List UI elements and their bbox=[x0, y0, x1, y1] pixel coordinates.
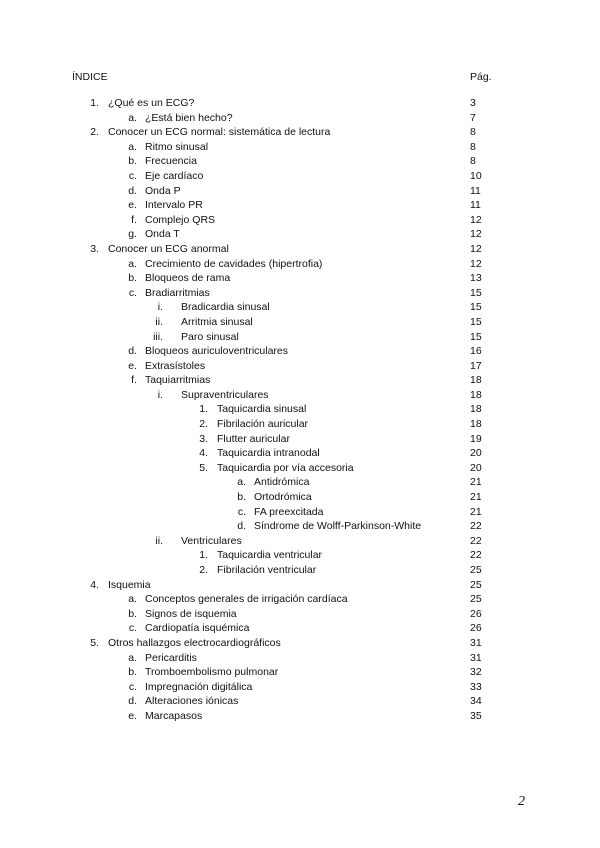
toc-entry-marker: g. bbox=[128, 228, 137, 241]
toc-entry-marker: a. bbox=[237, 476, 246, 489]
toc-entry-page: 18 bbox=[470, 388, 482, 401]
toc-entry-title: Taquicardia ventricular bbox=[217, 549, 323, 562]
toc-entry-title: Paro sinusal bbox=[181, 330, 239, 343]
toc-entry-title: Flutter auricular bbox=[217, 432, 290, 445]
toc-entry-marker: c. bbox=[237, 505, 246, 518]
toc-entry bbox=[0, 388, 600, 403]
toc-entry-marker: d. bbox=[128, 345, 137, 358]
toc-entry-marker: a. bbox=[128, 593, 137, 606]
toc-entry bbox=[0, 359, 600, 374]
page-column-label: Pág. bbox=[470, 71, 492, 83]
toc-entry bbox=[0, 300, 600, 315]
toc-entry-page: 26 bbox=[470, 622, 482, 635]
toc-entry-title: Fibrilación ventricular bbox=[217, 564, 317, 576]
toc-entry-marker: b. bbox=[128, 155, 137, 168]
toc-entry-page: 26 bbox=[470, 607, 482, 620]
toc-entry-title: Supraventriculares bbox=[181, 388, 269, 401]
toc-entry bbox=[0, 505, 600, 520]
toc-entry-title: Onda T bbox=[145, 228, 180, 241]
toc-entry-title: Eje cardíaco bbox=[145, 169, 204, 182]
toc-entry-marker: b. bbox=[128, 666, 137, 679]
toc-entry-marker: d. bbox=[237, 520, 246, 533]
toc-entry-marker: i. bbox=[157, 388, 163, 401]
toc-entry bbox=[0, 665, 600, 680]
toc-entry-title: ¿Qué es un ECG? bbox=[108, 97, 195, 109]
toc-entry-page: 12 bbox=[470, 228, 482, 241]
toc-entry-page: 20 bbox=[470, 461, 482, 474]
toc-entry-page: 22 bbox=[470, 520, 482, 533]
toc-entry-page: 33 bbox=[470, 680, 482, 693]
toc-entry-page: 25 bbox=[470, 593, 482, 606]
toc-entry-title: Taquicardia sinusal bbox=[217, 403, 307, 416]
toc-entry-page: 18 bbox=[470, 374, 482, 387]
toc-entry-marker: 1. bbox=[199, 403, 208, 416]
toc-entry bbox=[0, 490, 600, 505]
toc-entry-marker: iii. bbox=[153, 330, 163, 343]
toc-entry bbox=[0, 592, 600, 607]
table-of-contents bbox=[0, 96, 600, 724]
toc-entry-title: Ortodrómica bbox=[254, 491, 312, 504]
toc-entry bbox=[0, 548, 600, 563]
toc-entry-title: Frecuencia bbox=[145, 155, 197, 168]
toc-entry-marker: 1. bbox=[199, 549, 208, 562]
toc-entry-title: Bloqueos de rama bbox=[145, 272, 231, 285]
toc-entry bbox=[0, 519, 600, 534]
toc-entry-title: Signos de isquemia bbox=[145, 607, 237, 620]
toc-entry-page: 8 bbox=[470, 140, 476, 153]
toc-entry-marker: i. bbox=[157, 301, 163, 314]
toc-entry-title: Pericarditis bbox=[145, 651, 197, 664]
toc-entry-marker: a. bbox=[128, 140, 137, 153]
toc-entry bbox=[0, 111, 600, 126]
toc-entry-title: Taquiarritmias bbox=[145, 374, 211, 387]
toc-entry-page: 17 bbox=[470, 359, 482, 372]
toc-entry-page: 11 bbox=[470, 199, 481, 212]
toc-entry bbox=[0, 257, 600, 272]
toc-entry-page: 15 bbox=[470, 286, 482, 299]
toc-entry bbox=[0, 344, 600, 359]
toc-entry bbox=[0, 242, 600, 257]
toc-entry-page: 21 bbox=[470, 505, 482, 518]
toc-entry-page: 18 bbox=[470, 418, 482, 431]
toc-header bbox=[72, 71, 498, 87]
toc-entry-marker: 5. bbox=[90, 636, 99, 649]
toc-entry bbox=[0, 432, 600, 447]
toc-entry bbox=[0, 184, 600, 199]
toc-entry bbox=[0, 125, 600, 140]
toc-entry-title: FA preexcitada bbox=[254, 505, 324, 518]
toc-entry-marker: 3. bbox=[90, 242, 99, 255]
toc-entry-page: 32 bbox=[470, 666, 482, 679]
toc-entry-title: Antidrómica bbox=[254, 476, 310, 489]
toc-entry bbox=[0, 621, 600, 636]
toc-entry-marker: c. bbox=[128, 169, 137, 182]
toc-entry-marker: 5. bbox=[199, 461, 208, 474]
toc-entry-title: Conceptos generales de irrigación cardíaca bbox=[145, 593, 348, 606]
toc-entry-page: 12 bbox=[470, 242, 482, 255]
toc-entry-marker: f. bbox=[131, 213, 137, 226]
toc-entry-title: Síndrome de Wolff-Parkinson-White bbox=[254, 520, 422, 533]
toc-entry-page: 21 bbox=[470, 476, 482, 489]
toc-entry-marker: a. bbox=[128, 651, 137, 664]
toc-entry-marker: e. bbox=[128, 709, 137, 722]
toc-entry-title: Onda P bbox=[145, 184, 181, 197]
toc-entry-marker: 4. bbox=[199, 447, 208, 460]
toc-entry-page: 31 bbox=[470, 636, 482, 649]
toc-entry-marker: d. bbox=[128, 695, 137, 708]
toc-entry-marker: 1. bbox=[90, 97, 99, 109]
toc-entry-page: 11 bbox=[470, 184, 481, 197]
toc-entry-page: 22 bbox=[470, 549, 482, 562]
toc-entry-page: 16 bbox=[470, 345, 482, 358]
toc-entry-marker: 4. bbox=[90, 578, 99, 591]
toc-entry-page: 35 bbox=[470, 709, 482, 722]
toc-entry-title: Alteraciones iónicas bbox=[145, 695, 239, 708]
page-number: 2 bbox=[518, 794, 525, 809]
toc-entry-marker: 2. bbox=[199, 564, 208, 576]
toc-entry-title: Otros hallazgos electrocardiográficos bbox=[108, 636, 281, 649]
toc-entry-page: 10 bbox=[470, 169, 482, 182]
toc-entry-title: Ventriculares bbox=[181, 534, 242, 547]
toc-entry bbox=[0, 578, 600, 593]
toc-entry-title: Marcapasos bbox=[145, 709, 203, 722]
toc-entry-title: Extrasístoles bbox=[145, 359, 206, 372]
toc-entry-title: Taquicardia por vía accesoria bbox=[217, 461, 354, 474]
toc-entry-title: ¿Está bien hecho? bbox=[145, 111, 233, 124]
toc-entry bbox=[0, 96, 600, 111]
toc-entry bbox=[0, 330, 600, 345]
toc-entry-title: Intervalo PR bbox=[145, 199, 203, 212]
toc-entry bbox=[0, 417, 600, 432]
toc-entry-title: Bradicardia sinusal bbox=[181, 301, 270, 314]
toc-entry-marker: ii. bbox=[155, 315, 163, 328]
toc-entry-title: Fibrilación auricular bbox=[217, 418, 309, 431]
toc-entry-title: Tromboembolismo pulmonar bbox=[145, 666, 279, 679]
toc-entry bbox=[0, 140, 600, 155]
toc-entry bbox=[0, 286, 600, 301]
toc-entry-marker: 2. bbox=[90, 126, 99, 139]
toc-entry-marker: c. bbox=[128, 680, 137, 693]
toc-entry-title: Crecimiento de cavidades (hipertrofia) bbox=[145, 257, 323, 270]
toc-entry-page: 25 bbox=[470, 578, 482, 591]
toc-entry bbox=[0, 446, 600, 461]
toc-entry bbox=[0, 402, 600, 417]
toc-entry-page: 31 bbox=[470, 651, 482, 664]
toc-entry bbox=[0, 534, 600, 549]
toc-entry-marker: f. bbox=[131, 374, 137, 387]
toc-entry-title: Bloqueos auriculoventriculares bbox=[145, 345, 288, 358]
toc-entry bbox=[0, 213, 600, 228]
toc-entry bbox=[0, 694, 600, 709]
toc-entry-page: 20 bbox=[470, 447, 482, 460]
toc-title: ÍNDICE bbox=[72, 71, 108, 83]
toc-entry-title: Conocer un ECG anormal bbox=[108, 242, 229, 255]
toc-entry-marker: a. bbox=[128, 111, 137, 124]
toc-entry-page: 15 bbox=[470, 330, 482, 343]
toc-entry-page: 3 bbox=[470, 97, 476, 109]
toc-entry-marker: b. bbox=[128, 607, 137, 620]
toc-entry-page: 15 bbox=[470, 315, 482, 328]
toc-entry-title: Arritmia sinusal bbox=[181, 315, 253, 328]
toc-entry-page: 19 bbox=[470, 432, 482, 445]
toc-entry-page: 8 bbox=[470, 155, 476, 168]
toc-entry-marker: 2. bbox=[199, 418, 208, 431]
toc-entry bbox=[0, 680, 600, 695]
toc-entry bbox=[0, 709, 600, 724]
toc-entry-marker: c. bbox=[128, 286, 137, 299]
toc-entry bbox=[0, 475, 600, 490]
toc-entry-page: 12 bbox=[470, 213, 482, 226]
toc-entry-marker: c. bbox=[128, 622, 137, 635]
toc-entry bbox=[0, 636, 600, 651]
toc-entry bbox=[0, 271, 600, 286]
toc-entry-title: Isquemia bbox=[108, 578, 151, 591]
toc-entry bbox=[0, 563, 600, 578]
toc-entry-marker: ii. bbox=[155, 534, 163, 547]
toc-entry-marker: b. bbox=[237, 491, 246, 504]
toc-entry-marker: d. bbox=[128, 184, 137, 197]
toc-entry-page: 12 bbox=[470, 257, 482, 270]
toc-entry-title: Impregnación digitálica bbox=[145, 680, 253, 693]
toc-entry bbox=[0, 651, 600, 666]
toc-entry-marker: e. bbox=[128, 199, 137, 212]
toc-entry-page: 13 bbox=[470, 272, 482, 285]
toc-entry-marker: 3. bbox=[199, 432, 208, 445]
toc-entry-page: 18 bbox=[470, 403, 482, 416]
toc-entry-page: 7 bbox=[470, 111, 476, 124]
toc-entry-marker: e. bbox=[128, 359, 137, 372]
toc-entry-page: 21 bbox=[470, 491, 482, 504]
toc-entry-page: 22 bbox=[470, 534, 482, 547]
toc-entry-marker: a. bbox=[128, 257, 137, 270]
toc-entry-page: 34 bbox=[470, 695, 482, 708]
toc-entry-page: 15 bbox=[470, 301, 482, 314]
toc-entry-page: 8 bbox=[470, 126, 476, 139]
toc-entry bbox=[0, 315, 600, 330]
toc-entry-title: Taquicardia intranodal bbox=[217, 447, 320, 460]
toc-entry-title: Complejo QRS bbox=[145, 213, 216, 226]
toc-entry-title: Conocer un ECG normal: sistemática de lectura bbox=[108, 126, 331, 139]
toc-entry bbox=[0, 227, 600, 242]
toc-entry-title: Cardiopatía isquémica bbox=[145, 622, 250, 635]
toc-entry-title: Bradiarritmias bbox=[145, 286, 210, 299]
toc-entry bbox=[0, 154, 600, 169]
toc-entry-page: 25 bbox=[470, 564, 482, 576]
toc-entry bbox=[0, 198, 600, 213]
toc-entry bbox=[0, 461, 600, 476]
toc-entry bbox=[0, 169, 600, 184]
toc-entry-marker: b. bbox=[128, 272, 137, 285]
toc-entry bbox=[0, 373, 600, 388]
toc-entry bbox=[0, 607, 600, 622]
toc-entry-title: Ritmo sinusal bbox=[145, 140, 209, 153]
